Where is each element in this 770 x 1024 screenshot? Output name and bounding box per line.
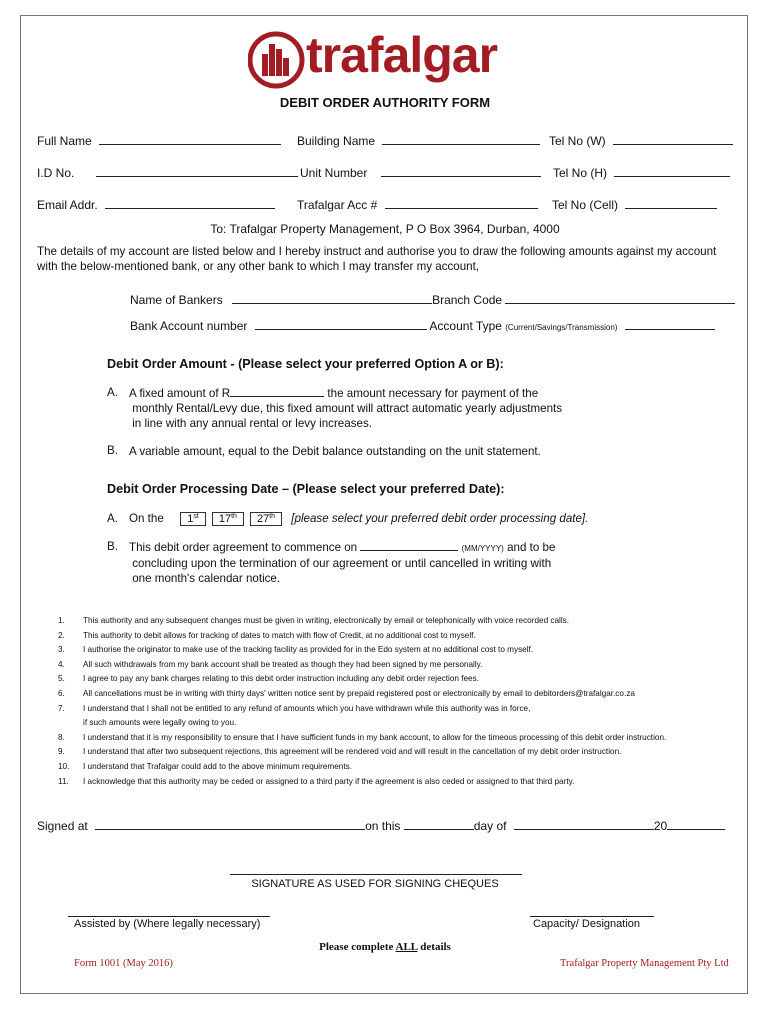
date-choice-1st[interactable]: 1st [180, 512, 206, 526]
amount-option-a-text: the amount necessary for payment of the [327, 387, 539, 400]
branch-code-label: Branch Code [432, 293, 503, 307]
date-option-a-note: [please select your preferred debit order processing date]. [291, 512, 589, 525]
complete-all-note: Please complete ALL details [319, 941, 451, 953]
email-label: Email Addr. [37, 198, 98, 212]
date-option-b-suffix: and to be [507, 541, 556, 554]
account-type-input-line[interactable] [625, 319, 715, 330]
full-name-label: Full Name [37, 134, 92, 148]
bank-account-number-input-line[interactable] [255, 319, 427, 330]
amount-option-a[interactable] [129, 386, 689, 431]
form-reference: Form 1001 (May 2016) [74, 958, 173, 969]
condition-number: 4. [58, 660, 65, 669]
condition-text: I authorise the originator to make use of the tracking facility as provided for in the Edo system at no additional cost to myself. [83, 645, 534, 654]
brand-name: trafalgar [306, 27, 498, 83]
unit-number-input-line[interactable] [381, 166, 541, 177]
condition-text: I understand that after two subsequent rejections, this agreement will be rendered void and will result in the cancellation of my debit order instruction. [83, 747, 622, 756]
condition-text: All such withdrawals from my bank account shall be treated as though they had been signed by me personally. [83, 660, 483, 669]
tel-w-label: Tel No (W) [549, 134, 606, 148]
unit-number-field[interactable] [300, 166, 541, 180]
on-this-label: on this [365, 819, 401, 833]
amount-option-a-line2: monthly Rental/Levy due, this fixed amount will attract automatic yearly adjustments [132, 402, 563, 415]
condition-text: I agree to pay any bank charges relating to this debit order instruction including any debit order rejection fees. [83, 674, 479, 683]
bank-account-number-label: Bank Account number [130, 319, 248, 333]
processing-date-heading: Debit Order Processing Date – (Please select your preferred Date): [107, 482, 505, 496]
condition-text: This authority to debit allows for tracking of dates to match with flow of Credit, at no additional cost to myself. [83, 631, 476, 640]
amount-option-a-line3: in line with any annual rental or levy increases. [132, 417, 372, 430]
condition-number: 8. [58, 733, 65, 742]
form-border [20, 15, 748, 994]
date-option-b-letter: B. [107, 540, 118, 553]
year-prefix: 20 [653, 819, 668, 833]
amount-option-b[interactable]: A variable amount, equal to the Debit balance outstanding on the unit statement. [129, 445, 541, 458]
trafalgar-acc-field[interactable] [297, 198, 538, 212]
amount-option-a-prefix: A fixed amount of R [129, 387, 231, 400]
name-of-bankers-label: Name of Bankers [130, 293, 223, 307]
condition-text: if such amounts were legally owing to you. [83, 718, 237, 727]
building-name-input-line[interactable] [382, 134, 540, 145]
commence-date-input-line[interactable] [360, 540, 458, 551]
tel-cell-label: Tel No (Cell) [552, 198, 619, 212]
condition-number: 7. [58, 704, 65, 713]
condition-number: 10. [58, 762, 70, 771]
email-field[interactable] [37, 198, 275, 212]
tel-h-label: Tel No (H) [553, 166, 608, 180]
trafalgar-acc-input-line[interactable] [385, 198, 538, 209]
condition-text: All cancellations must be in writing with thirty days' written notice sent by prepaid registered post or electronically by email to debitorders@trafalgar.co.za [83, 689, 635, 698]
name-of-bankers-field[interactable] [130, 293, 735, 307]
tel-h-input-line[interactable] [614, 166, 730, 177]
date-option-b-prefix: This debit order agreement to commence on [129, 541, 358, 554]
condition-number: 2. [58, 631, 65, 640]
date-option-a[interactable] [129, 511, 588, 526]
full-name-input-line[interactable] [99, 134, 281, 145]
account-type-hint: (Current/Savings/Transmission) [505, 323, 618, 332]
capacity-input-line[interactable] [530, 916, 654, 917]
date-choice-17th[interactable]: 17th [212, 512, 244, 526]
id-no-label: I.D No. [37, 166, 75, 180]
year-input-line[interactable] [667, 819, 725, 830]
fixed-amount-input-line[interactable] [230, 386, 324, 397]
condition-text: I acknowledge that this authority may be ceded or assigned to a third party if the agreement is also ceded or assigned to that third party. [83, 777, 575, 786]
date-option-a-label: On the [129, 512, 164, 525]
name-of-bankers-input-line[interactable] [232, 293, 432, 304]
capacity-label: Capacity/ Designation [533, 918, 641, 930]
date-option-b[interactable] [129, 540, 689, 586]
tel-w-input-line[interactable] [613, 134, 733, 145]
condition-number: 11. [58, 777, 69, 786]
intro-paragraph: The details of my account are listed below and I hereby instruct and authorise you to draw the following amounts against my account with the below-mentioned bank, or any other bank to which I may transfer my account, [37, 245, 717, 273]
condition-text: I understand that Trafalgar could add to the above minimum requirements. [83, 762, 352, 771]
account-type-label: Account Type [429, 319, 502, 333]
branch-code-input-line[interactable] [505, 293, 735, 304]
date-format-hint: (MM/YYYY) [461, 544, 504, 553]
full-name-field[interactable] [37, 134, 281, 148]
building-name-field[interactable] [297, 134, 540, 148]
condition-number: 6. [58, 689, 65, 698]
all-emphasis: ALL [395, 941, 418, 953]
to-address-line: To: Trafalgar Property Management, P O Box 3964, Durban, 4000 [210, 222, 560, 236]
date-choice-27th[interactable]: 27th [250, 512, 282, 526]
assisted-by-input-line[interactable] [68, 916, 270, 917]
amount-option-a-letter: A. [107, 386, 118, 399]
form-title: DEBIT ORDER AUTHORITY FORM [279, 95, 491, 110]
condition-text: I understand that it is my responsibility to ensure that I have sufficient funds in my bank account, to allow for the timeous processing of this debit order instruction. [83, 733, 667, 742]
building-name-label: Building Name [297, 134, 376, 148]
unit-number-label: Unit Number [300, 166, 368, 180]
signed-at-label: Signed at [37, 819, 88, 833]
email-input-line[interactable] [105, 198, 275, 209]
signed-at-input-line[interactable] [95, 819, 365, 830]
amount-option-b-letter: B. [107, 444, 118, 457]
condition-number: 1. [58, 616, 65, 625]
condition-number: 5. [58, 674, 65, 683]
date-option-a-letter: A. [107, 512, 118, 525]
on-this-input-line[interactable] [404, 819, 474, 830]
debit-amount-heading: Debit Order Amount - (Please select your preferred Option A or B): [107, 357, 504, 371]
condition-text: I understand that I shall not be entitled to any refund of amounts which you have withdrawn while this authority was in force, [83, 704, 531, 713]
day-of-input-line[interactable] [514, 819, 654, 830]
assisted-by-label: Assisted by (Where legally necessary) [74, 918, 261, 930]
tel-cell-input-line[interactable] [625, 198, 717, 209]
bank-account-number-field[interactable] [130, 319, 715, 333]
tel-cell-field[interactable] [552, 198, 717, 212]
condition-number: 3. [58, 645, 65, 654]
id-no-input-line[interactable] [96, 166, 298, 177]
tel-h-field[interactable] [553, 166, 730, 180]
signature-input-line[interactable] [230, 874, 522, 875]
company-footer: Trafalgar Property Management Pty Ltd [560, 958, 729, 969]
trafalgar-acc-label: Trafalgar Acc # [297, 198, 378, 212]
id-no-field[interactable] [37, 166, 298, 180]
signature-label: SIGNATURE AS USED FOR SIGNING CHEQUES [251, 878, 499, 890]
date-option-b-line3: one month's calendar notice. [132, 572, 281, 585]
signed-at-line[interactable] [37, 819, 725, 833]
day-of-label: day of [473, 819, 507, 833]
date-option-b-line2: concluding upon the termination of our agreement or until cancelled in writing with [132, 557, 552, 570]
tel-w-field[interactable] [549, 134, 733, 148]
condition-number: 9. [58, 747, 65, 756]
condition-text: This authority and any subsequent changes must be given in writing, electronically by email or telephonically with voice recorded calls. [83, 616, 570, 625]
